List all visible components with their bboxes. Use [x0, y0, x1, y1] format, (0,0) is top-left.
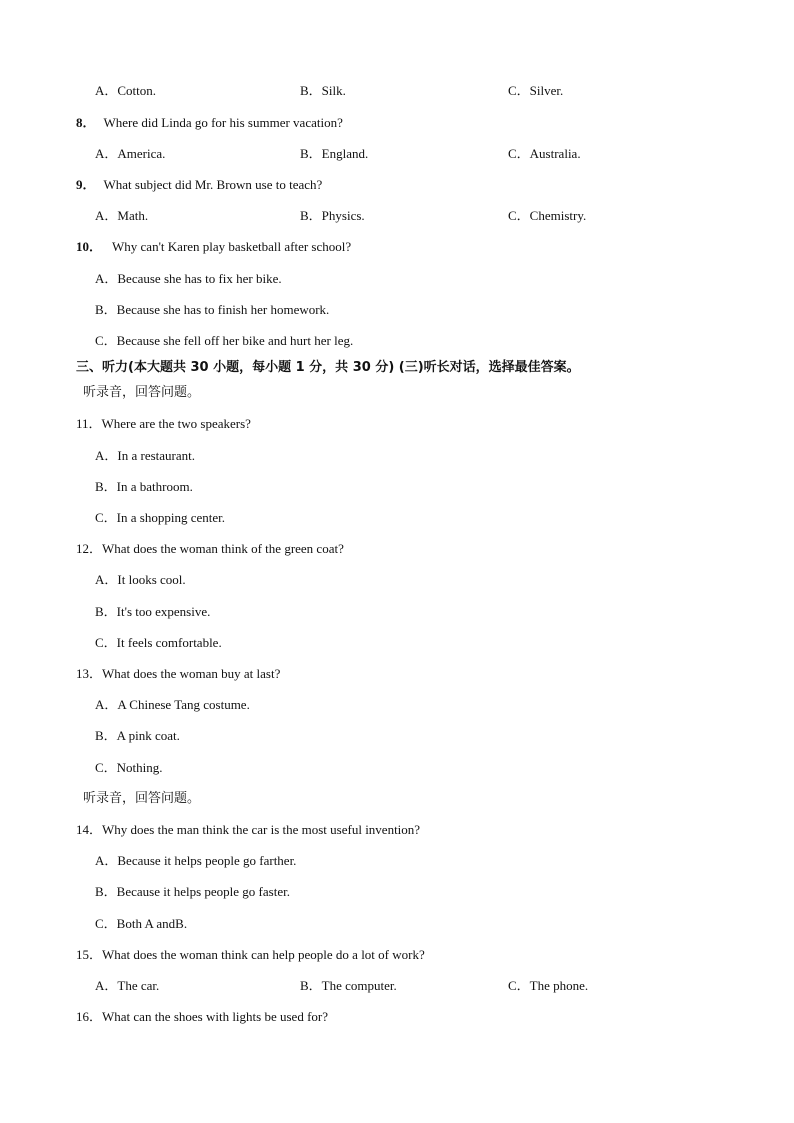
q7-option-c[interactable]: C．Silver. — [508, 83, 564, 98]
q15-question: 15．What does the woman think can help people do a lot of work? — [76, 947, 425, 962]
q9-question — [76, 177, 322, 193]
q8-text: Where did Linda go for his summer vacation? — [103, 115, 343, 130]
q14-option-c[interactable]: C．Both A andB. — [95, 916, 188, 931]
q15-option-c[interactable]: C．The phone. — [508, 978, 589, 993]
q8-question — [76, 115, 343, 131]
q10-text: Why can't Karen play basketball after school? — [112, 239, 352, 254]
section-3-heading: 三、听力(本大题共 30 小题，每小题 1 分，共 30 分) (三)听长对话，选择最佳答案。 — [76, 360, 580, 375]
q9-option-a[interactable]: A．Math. — [95, 208, 149, 223]
q12-question: 12．What does the woman think of the green coat? — [76, 541, 344, 556]
q14-question: 14．Why does the man think the car is the most useful invention? — [76, 822, 421, 837]
q12-option-a[interactable]: A．It looks cool. — [95, 572, 186, 587]
q8-number: 8． — [76, 115, 96, 130]
q10-option-b[interactable]: B．Because she has to finish her homework. — [95, 302, 330, 317]
q7-option-b[interactable]: B．Silk. — [300, 83, 346, 98]
q12-option-b[interactable]: B．It's too expensive. — [95, 604, 211, 619]
q15-option-a[interactable]: A．The car. — [95, 978, 160, 993]
q13-option-a[interactable]: A．A Chinese Tang costume. — [95, 697, 250, 712]
q11-option-a[interactable]: A．In a restaurant. — [95, 448, 195, 463]
q8-option-a[interactable]: A．America. — [95, 146, 166, 161]
q10-number: 10． — [76, 239, 103, 254]
q9-option-c[interactable]: C．Chemistry. — [508, 208, 587, 223]
q14-option-a[interactable]: A．Because it helps people go farther. — [95, 853, 297, 868]
listen-prompt-2: 听录音，回答问题。 — [83, 791, 201, 806]
q11-option-c[interactable]: C．In a shopping center. — [95, 510, 225, 525]
q13-question: 13．What does the woman buy at last? — [76, 666, 281, 681]
q7-option-a[interactable]: A．Cotton. — [95, 83, 157, 98]
q9-option-b[interactable]: B．Physics. — [300, 208, 365, 223]
q9-number: 9． — [76, 177, 96, 192]
q8-option-c[interactable]: C．Australia. — [508, 146, 581, 161]
listen-prompt-1: 听录音，回答问题。 — [83, 385, 201, 400]
q14-option-b[interactable]: B．Because it helps people go faster. — [95, 884, 290, 899]
q13-option-b[interactable]: B．A pink coat. — [95, 728, 180, 743]
q13-option-c[interactable]: C．Nothing. — [95, 760, 163, 775]
q11-question: 11．Where are the two speakers? — [76, 416, 251, 431]
q15-option-b[interactable]: B．The computer. — [300, 978, 397, 993]
q10-question — [76, 239, 351, 255]
q12-option-c[interactable]: C．It feels comfortable. — [95, 635, 222, 650]
q8-option-b[interactable]: B．England. — [300, 146, 369, 161]
q10-option-c[interactable]: C．Because she fell off her bike and hurt her leg. — [95, 333, 354, 348]
q10-option-a[interactable]: A．Because she has to fix her bike. — [95, 271, 282, 286]
q9-text: What subject did Mr. Brown use to teach? — [103, 177, 323, 192]
q11-option-b[interactable]: B．In a bathroom. — [95, 479, 193, 494]
q16-question: 16．What can the shoes with lights be used for? — [76, 1009, 328, 1024]
